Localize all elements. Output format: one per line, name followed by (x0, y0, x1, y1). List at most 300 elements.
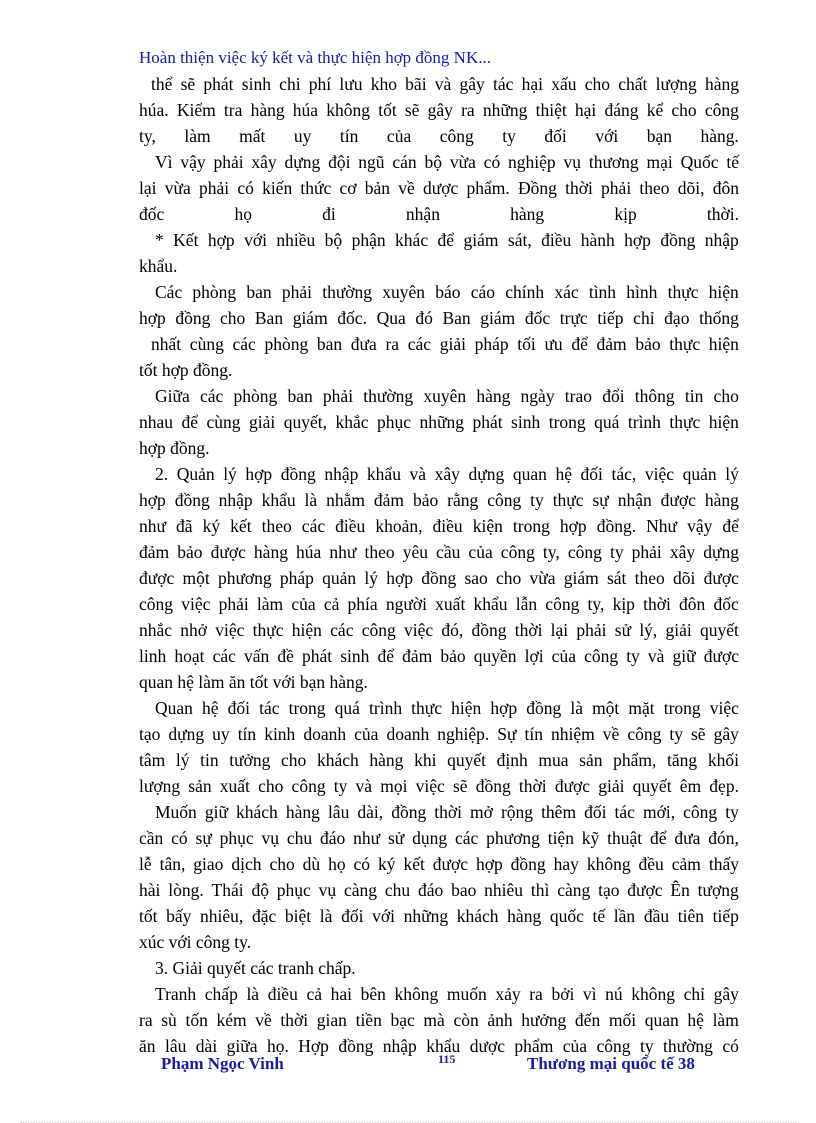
word: công (291, 776, 326, 796)
word: chính (505, 282, 545, 302)
word: giám (480, 308, 516, 328)
word: phẩm. (466, 178, 510, 198)
word: sản (579, 750, 603, 770)
word: Sự (497, 724, 517, 744)
word: phí (308, 74, 332, 94)
word: trong (663, 698, 701, 718)
word: chấp (204, 984, 238, 1004)
word: như (353, 828, 381, 848)
word: linh (139, 646, 167, 666)
word: vậy (687, 516, 713, 536)
word: hiện (291, 620, 322, 640)
word: nhiêu, (200, 906, 244, 926)
word: rằng (447, 490, 479, 510)
word: chu (384, 880, 411, 900)
word: lý, (639, 620, 658, 640)
word: lại (550, 620, 569, 640)
word: lại (139, 178, 157, 198)
word: uy (293, 126, 312, 146)
word: cáo (470, 282, 496, 302)
word: của (551, 646, 576, 666)
word: tiện (547, 828, 574, 848)
word: hợp (559, 516, 587, 536)
word: phòng (264, 334, 309, 354)
word: cho (713, 386, 739, 406)
word: ty (639, 1036, 654, 1056)
word: cùng (189, 334, 224, 354)
word: đưa (674, 828, 701, 848)
word: tốn (185, 1010, 208, 1030)
word: với (244, 230, 267, 250)
word: dõi, (677, 178, 705, 198)
word: với (595, 126, 619, 146)
word: pháp (279, 568, 314, 588)
word: vụ (261, 828, 280, 848)
word: đó, (441, 620, 464, 640)
word: khối (707, 750, 739, 770)
word: được (554, 776, 591, 796)
word: dược (423, 178, 459, 198)
word: dựng (703, 542, 739, 562)
word: ngũ (358, 152, 385, 172)
word: hợp (475, 854, 503, 874)
text-line (139, 177, 739, 199)
word: thường (663, 1036, 713, 1056)
word: phục (219, 828, 254, 848)
word: phương (486, 828, 540, 848)
word: Thái (211, 880, 244, 900)
word: tín (237, 724, 257, 744)
word: công (584, 646, 619, 666)
word: khách (456, 906, 499, 926)
text-line: hợp đồng. (139, 438, 210, 458)
word: xác (554, 282, 579, 302)
word: được (627, 880, 663, 900)
word: khác (395, 230, 429, 250)
text-line (139, 879, 739, 901)
word: sát (606, 568, 627, 588)
word: đối (227, 698, 250, 718)
word: dụng (412, 828, 448, 848)
word: sản (188, 776, 212, 796)
word: êm (679, 776, 702, 796)
word: hàng (704, 490, 739, 510)
word: phục (276, 880, 311, 900)
word: phát (203, 74, 234, 94)
word: thời. (706, 204, 739, 224)
word: của (468, 542, 493, 562)
word: gian (316, 1010, 347, 1030)
word: phẩm (514, 1036, 554, 1056)
word: nhắc (139, 620, 173, 640)
word: tế (592, 906, 606, 926)
word: lý (223, 464, 237, 484)
word: khẩu (473, 594, 508, 614)
word: tác (493, 74, 514, 94)
word: dù (302, 854, 321, 874)
word: sẽ (452, 776, 468, 796)
word: hai (330, 984, 352, 1004)
word: hại (574, 100, 597, 120)
word: họ (328, 854, 346, 874)
word: phải (601, 178, 632, 198)
word: người (385, 594, 427, 614)
text-line: xúc với công ty. (139, 932, 252, 952)
text-line (155, 983, 739, 1005)
word: vừa (529, 568, 556, 588)
word: sù (161, 1010, 177, 1030)
word: bao (451, 880, 477, 900)
word: đi (322, 204, 336, 224)
word: đốc (524, 308, 551, 328)
word: cảm (671, 854, 701, 874)
word: tác (259, 698, 280, 718)
word: được (703, 646, 739, 666)
word: cùng (206, 412, 241, 432)
word: sẽ (691, 724, 706, 744)
word: và (434, 74, 452, 94)
word: là (246, 984, 260, 1004)
word: đều (638, 854, 664, 874)
word: lý (364, 568, 379, 588)
word: đó (415, 308, 433, 328)
word: phương (217, 568, 272, 588)
word: phải (576, 620, 607, 640)
word: thực (411, 698, 443, 718)
word: một (182, 568, 210, 588)
text-line (139, 125, 739, 147)
word: tin (684, 386, 704, 406)
word: nhập (704, 230, 739, 250)
word: tiên (677, 906, 704, 926)
word: đến (574, 1010, 601, 1030)
footer-author: Phạm Ngọc Vinh (161, 1054, 284, 1073)
word: trình (369, 698, 403, 718)
word: điều (267, 984, 298, 1004)
text-line (139, 307, 739, 329)
word: việc (644, 464, 675, 484)
text-line (139, 619, 739, 641)
word: cầu (436, 542, 461, 562)
word: tiền (355, 1010, 382, 1030)
word: nghiệp. (437, 724, 490, 744)
word: phải (218, 594, 249, 614)
word: bảo (635, 334, 661, 354)
word: độ (251, 880, 269, 900)
word: có (237, 178, 254, 198)
word: thêm (541, 802, 577, 822)
word: kinh (264, 724, 296, 744)
word: còn (453, 1010, 479, 1030)
word: đội (328, 152, 351, 172)
word: ban (316, 334, 343, 354)
word: giám (463, 230, 499, 250)
word: nhiêu (484, 880, 524, 900)
word: quan (512, 464, 547, 484)
word: tác (614, 802, 635, 822)
word: nhau (139, 412, 174, 432)
word: điều (335, 516, 366, 536)
word: sao (464, 568, 488, 588)
word: hệ (202, 698, 219, 718)
word: đã (176, 516, 193, 536)
text-line (139, 541, 739, 563)
word: đồng (391, 802, 427, 822)
word: kể (646, 100, 664, 120)
word: khách (316, 750, 359, 770)
word: đối (544, 126, 567, 146)
word: khi (414, 750, 437, 770)
text-line: tốt hợp đồng. (139, 360, 233, 380)
word: tốt (139, 906, 158, 926)
word: ban (246, 282, 272, 302)
word: nhập (324, 464, 359, 484)
word: hàng (510, 204, 545, 224)
word: ăn (139, 1036, 156, 1056)
word: dài (195, 1036, 218, 1056)
word: nhiều (276, 230, 316, 250)
word: phát (472, 412, 503, 432)
text-line: 3. Giải quyết các tranh chấp. (155, 958, 356, 978)
word: Các (155, 282, 183, 302)
word: gây (713, 724, 739, 744)
word: trong (512, 516, 550, 536)
word: yêu (402, 542, 428, 562)
word: dõi (672, 568, 696, 588)
word: không (586, 854, 631, 874)
word: sử (614, 620, 632, 640)
word: đáng (604, 100, 639, 120)
word: kiến (262, 178, 293, 198)
word: cả (306, 984, 322, 1004)
word: sinh (511, 412, 541, 432)
word: là (304, 490, 318, 510)
word: quyết (447, 750, 486, 770)
word: lễ (139, 854, 152, 874)
word: Kết (173, 230, 199, 250)
word: những (482, 100, 528, 120)
word: làm (712, 1010, 739, 1030)
word: tin (200, 750, 219, 770)
word: cho (258, 776, 284, 796)
word: để (571, 334, 588, 354)
word: chỉ (683, 984, 706, 1004)
text-line (155, 697, 739, 719)
word: kém (216, 1010, 247, 1030)
word: nhận (405, 204, 440, 224)
text-line (139, 593, 739, 615)
word: đặc (251, 906, 277, 926)
word: hài (139, 880, 161, 900)
word: xây (251, 152, 277, 172)
word: tân, (159, 854, 186, 874)
word: Hợp (298, 1036, 329, 1056)
word: có (353, 854, 371, 874)
word: hợp (139, 490, 166, 510)
word: những (419, 412, 464, 432)
word: đốc (713, 594, 739, 614)
word: về (398, 178, 415, 198)
word: mua (538, 750, 569, 770)
word: càng (343, 880, 378, 900)
word: các (199, 386, 224, 406)
word: việc (709, 698, 739, 718)
word: Vì (155, 152, 173, 172)
word: khẩu (426, 1036, 461, 1056)
word: một (592, 698, 620, 718)
word: như (139, 516, 166, 536)
word: theo (261, 516, 292, 536)
word: vì (582, 984, 597, 1004)
word: đón, (708, 828, 739, 848)
word: đồng (526, 698, 562, 718)
word: tưởng (229, 750, 271, 770)
word: chi (279, 74, 301, 94)
word: được (703, 568, 739, 588)
word: đồng (338, 1036, 374, 1056)
word: phía (347, 594, 378, 614)
word: công (487, 490, 522, 510)
word: các (454, 828, 479, 848)
word: xuất (435, 594, 466, 614)
word: 2. (155, 464, 169, 484)
word: việc (215, 620, 245, 640)
word: Muốn (155, 802, 197, 822)
word: giám (292, 308, 328, 328)
word: không (394, 984, 439, 1004)
word: mất (239, 126, 266, 146)
word: ty, (587, 594, 605, 614)
word: hợp (386, 568, 414, 588)
word: quyết (632, 776, 672, 796)
word: nghiệp (508, 152, 556, 172)
word: quốc (549, 906, 584, 926)
word: nhằm (326, 490, 365, 510)
word: phát (301, 646, 333, 666)
word: tín (524, 724, 543, 744)
word: kết (403, 854, 425, 874)
word: phẩm, (613, 750, 657, 770)
text-line (139, 827, 739, 849)
word: có (483, 152, 501, 172)
word: vụ (318, 880, 337, 900)
word: để (377, 646, 395, 666)
word: húa. (139, 100, 169, 120)
word: các (407, 334, 432, 354)
word: lợi (524, 646, 544, 666)
word: hưởng (521, 1010, 567, 1030)
word: tình (588, 282, 617, 302)
word: sự (592, 490, 609, 510)
word: hệ (687, 1010, 704, 1030)
word: phải (281, 282, 312, 302)
word: điều (541, 230, 572, 250)
word: thương (588, 152, 639, 172)
word: lý (175, 750, 190, 770)
word: bên (360, 984, 386, 1004)
word: giữ (204, 802, 228, 822)
word: xây (434, 464, 460, 484)
word: cán (392, 152, 417, 172)
word: của (562, 1036, 588, 1056)
word: hợp (207, 230, 235, 250)
text-line (139, 1009, 739, 1031)
word: nhở (180, 620, 208, 640)
word: Quan (155, 698, 193, 718)
word: sử (387, 828, 405, 848)
word: * (155, 230, 164, 250)
word: để (437, 230, 455, 250)
word: đôn (712, 178, 739, 198)
word: của (291, 594, 316, 614)
word: hàng (250, 100, 285, 120)
word: mới, (642, 802, 676, 822)
word: doanh (386, 724, 430, 744)
word: trực (559, 308, 588, 328)
word: trình (627, 412, 661, 432)
word: vừa (164, 178, 191, 198)
word: giải (665, 620, 692, 640)
word: tín (339, 126, 359, 146)
word: dược (469, 1036, 505, 1056)
text-line (139, 853, 739, 875)
word: đồng (475, 776, 511, 796)
word: các (212, 646, 236, 666)
word: nú (605, 984, 623, 1004)
word: vụ (563, 152, 581, 172)
word: theo (634, 568, 665, 588)
word: Đồng (517, 178, 557, 198)
word: bãi (405, 74, 427, 94)
word: giải (249, 412, 276, 432)
word: hình (626, 282, 658, 302)
word: cho (671, 100, 697, 120)
word: hợp (624, 230, 651, 250)
word: đối (341, 906, 364, 926)
word: giải (598, 776, 625, 796)
word: công (683, 802, 718, 822)
word: và (409, 464, 427, 484)
word: Như (646, 516, 678, 536)
word: cả (323, 594, 340, 614)
word: đồng (175, 308, 211, 328)
word: quyết (700, 620, 739, 640)
word: gây (427, 100, 453, 120)
word: tiếp (597, 308, 624, 328)
word: hàng (507, 906, 542, 926)
word: của (354, 724, 379, 744)
word: quản (322, 568, 357, 588)
text-line (139, 905, 739, 927)
word: đồng (660, 230, 696, 250)
word: các (301, 516, 326, 536)
word: đảm (139, 542, 170, 562)
word: giữa (226, 1036, 258, 1056)
word: đẹp. (709, 776, 739, 796)
word: nhập (218, 490, 253, 510)
word: được (660, 490, 696, 510)
word: phải (322, 386, 354, 406)
word: Ên (670, 880, 690, 900)
word: các (232, 334, 256, 354)
word: báo (435, 282, 461, 302)
text-line (155, 229, 739, 251)
word: giữ (672, 646, 696, 666)
word: ra (461, 100, 475, 120)
word: mọi (380, 776, 408, 796)
word: thống (699, 308, 739, 328)
word: tiếp (712, 906, 739, 926)
